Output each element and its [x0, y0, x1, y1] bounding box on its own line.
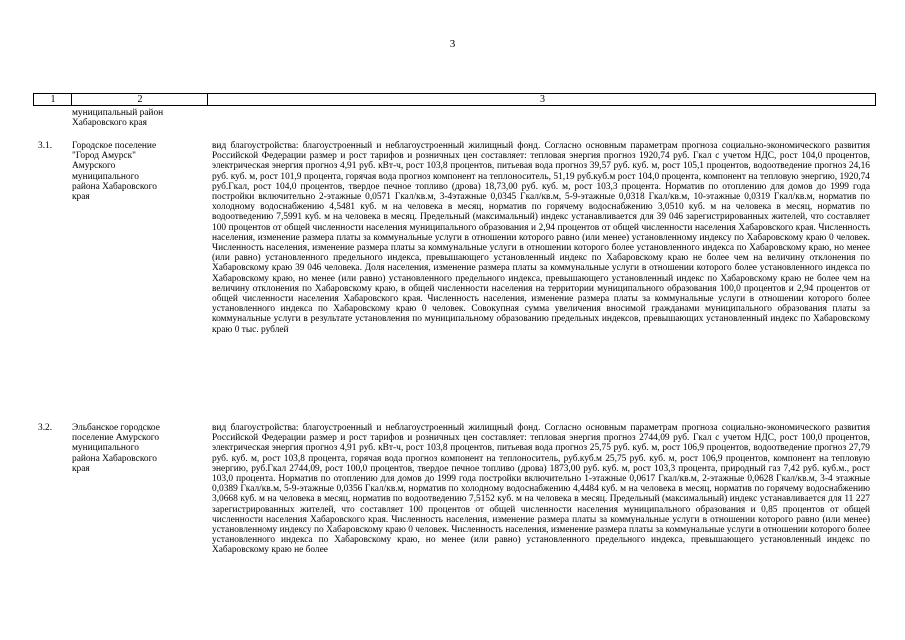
row-description: вид благоустройства: благоустроенный и неблагоустроенный жилищный фонд. Согласно основным параметрам прогноза социально-экономического развития Российской Федерации размер и рост тарифов и розничных цен составляет: тепловая энергия прогноз 1920,74 руб. Гкал с учетом НДС, рост 104,0 процентов, электрическая энергия прогноз 4,91 руб. кВт-ч, рост 103,8 процентов, питьевая вода прогноз 39,57 руб. куб. м, рост 105,1 процентов, водоотведение прогноз 24,16 руб. куб. м, рост 101,9 процента, горячая вода прогноз компонент на теплоноситель, 51,19 руб.куб.м рост 104,0 процента, компонент на тепловую энергию, 1920,74 руб.Гкал, рост 104,0 процентов, твердое печное топливо (дрова) 18,73,00 руб. куб. м, рост 103,3 процента. Норматив по отоплению для домов до 1999 года постройки включительно 2-этажные 0,0571 Гкал/кв.м, 3-4этажные 0,0345 Гкал/кв.м, 5-9-этажные 0,0318 Гкал/кв.м, 10-этажные 0,0319 Гкал/кв.м, норматив по холодному водоснабжению 4,5481 куб. м на человека в месяц, норматив по горячему водоснабжению 3,0510 куб. м на человека в месяц, норматив по водоотведению 7,5991 куб. м на человека в месяц. Предельный (максимальный) индекс устанавливается для 39 046 зарегистрированных жителей, что составляет 100 процентов от общей численности населения муниципального образования и 2,94 процентов от общей численности населения Хабаровского края. Численность населения, изменение размера платы за коммунальные услуги в отношении которого равно (или менее) установленному индексу по Хабаровскому краю 0 человек. Численность населения, изменение размера платы за коммунальные услуги в отношении которого более установленного индекса по Хабаровскому краю, но менее (или равно) установленного предельного индекса, превышающего установленный индекс по Хабаровскому краю не более чем на величину отклонения по Хабаровскому краю 39 046 человека. Доля населения, изменение размера платы за коммунальные услуги в отношении которого более установленного индекса по Хабаровскому краю, но менее (или равно) установленного предельного индекса, превышающего установленный индекс по Хабаровскому краю не более чем на величину отклонения по Хабаровскому краю, в общей численности населения на территории муниципального образования 100,0 процентов и 2,94 процентов от общей численности населения Хабаровского края. Численность населения, изменение размера платы за коммунальные услуги в отношении которого более установленного индекса по Хабаровскому краю 0 человек. Совокупная сумма увеличения вносимой гражданами муниципального образования платы за коммунальные услуги в результате установления по муниципальному образованию предельных индексов, превышающих установленный индекс по Хабаровскому краю 0 тыс. рублей — [212, 141, 870, 335]
municipality-name: Городское поселение "Город Амурск" Амурского муниципального района Хабаровского края — [72, 141, 157, 203]
column-number-2: 2 — [137, 94, 143, 105]
row-number: 3.1. — [38, 141, 53, 151]
row-description: вид благоустройства: благоустроенный и неблагоустроенный жилищный фонд. Согласно основным параметрам прогноза социально-экономического развития Российской Федерации размер и рост тарифов и розничных цен составляет: тепловая энергия прогноз 2744,09 руб. Гкал с учетом НДС, рост 100,0 процентов, электрическая энергия прогноз 4,91 руб. кВт-ч, рост 103,8 процентов, питьевая вода прогноз 25,75 руб. куб. м, рост 106,9 процентов, водоотведение прогноз 27,79 руб. куб. м, рост 103,8 процента, горячая вода прогноз компонент на теплоноситель, руб.куб.м 25,75 руб. куб. м, рост 106,9 процентов, компонент на тепловую энергию, руб.Гкал 2744,09, рост 100,0 процентов, твердое печное топливо (дрова) 1873,00 руб. куб. м, рост 103,3 процента, природный газ 7,42 руб. куб.м., рост 103,0 процента. Норматив по отоплению для домов до 1999 года постройки включительно 1-этажные 0,0617 Гкал/кв.м, 2-этажные 0,0628 Гкал/кв.м, 3-4 этажные 0,0389 Гкал/кв.м, 5-9-этажные 0,0356 Гкал/кв.м, норматив по холодному водоснабжению 4,4484 куб. м на человека в месяц, норматив по горячему водоснабжению 3,0668 куб. м на человека в месяц, норматив по водоотведению 7,5152 куб. м на человека в месяц. Предельный (максимальный) индекс устанавливается для 11 227 зарегистрированных жителей, что составляет 100 процентов от общей численности населения муниципального образования и 0,85 процентов от общей численности населения Хабаровского края. Численность населения, изменение размера платы за коммунальные услуги в отношении которого равно (или менее) установленному индексу по Хабаровскому краю 0 человек. Численность населения, изменение размера платы за коммунальные услуги в отношении которого более установленного индекса по Хабаровскому краю, но менее (или равно) установленного предельного индекса, превышающего установленный индекс по Хабаровскому краю не более — [212, 423, 870, 556]
row-number: 3.2. — [38, 423, 53, 433]
column-number-3: 3 — [540, 94, 545, 105]
continued-municipality-name: муниципальный район Хабаровского края — [72, 108, 164, 129]
table-column-header — [33, 93, 876, 106]
municipality-name: Эльбанское городское поселение Амурского муниципального района Хабаровского края — [72, 423, 160, 474]
column-number-1: 1 — [50, 94, 56, 105]
page-number: 3 — [449, 38, 456, 50]
